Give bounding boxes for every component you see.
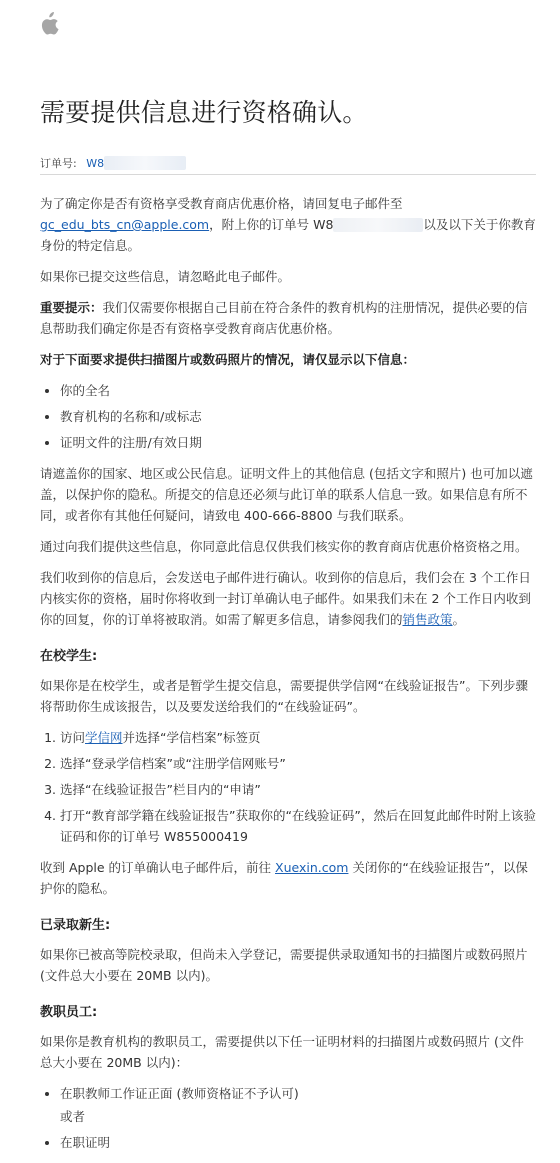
- page-title: 需要提供信息进行资格确认。: [40, 98, 368, 127]
- students-heading: 在校学生:: [40, 649, 98, 664]
- sales-policy-link[interactable]: 销售政策: [402, 612, 453, 627]
- admitted-heading: 已录取新生:: [40, 918, 111, 933]
- intro-paragraph: [40, 193, 536, 256]
- email-body: [40, 193, 536, 1163]
- order-number-link[interactable]: [86, 157, 186, 170]
- step1-post: 并选择“学信档案”标签页: [122, 730, 261, 745]
- staff-list: [40, 1083, 536, 1153]
- consent-paragraph: 通过向我们提供这些信息，你同意此信息仅供我们核实你的教育商店优惠价格资格之用。: [40, 539, 528, 554]
- important-note: [40, 297, 536, 339]
- redacted-order-number: [104, 156, 186, 170]
- admitted-text: 如果你已被高等院校录取，但尚未入学登记，需要提供录取通知书的扫描图片或数码照片 (文件总大小要在 20MB 以内)。: [40, 947, 528, 983]
- process-paragraph: [40, 567, 536, 630]
- intro-post-text: 以及以下关于你教育身份的特定信息。: [40, 217, 536, 253]
- important-label: 重要提示：: [40, 300, 103, 315]
- step-item: 2. 选择“登录学信档案”或“注册学信网账号”: [60, 753, 536, 774]
- privacy-paragraph: 请遮盖你的国家、地区或公民信息。证明文件上的其他信息 (包括文字和照片) 也可加以遮盖，以保护你的隐私。所提交的信息还必须与此订单的联系人信息一致。如果信息有所不同，或者你有其他任何疑问，请致电 400-666-8800 与我们联系。: [40, 466, 533, 523]
- order-number-row: [40, 155, 186, 171]
- intro-text: 为了确定你是否有资格享受教育商店优惠价格，请回复电子邮件至: [40, 196, 403, 211]
- support-email-link[interactable]: gc_edu_bts_cn@apple.com: [40, 217, 210, 232]
- list-item: • 在职证明: [60, 1132, 536, 1153]
- important-text: 我们仅需要你根据自己目前在符合条件的教育机构的注册情况，提供必要的信息帮助我们确定你是否有资格享受教育商店优惠价格。: [40, 300, 528, 336]
- step-item: [60, 727, 536, 748]
- process-end: 。: [452, 612, 466, 627]
- list-item: • 证明文件的注册/有效日期: [60, 432, 536, 453]
- scan-info-list: [40, 380, 536, 453]
- divider: [40, 174, 536, 175]
- xuexin-com-link[interactable]: Xuexin.com: [275, 860, 349, 875]
- students-intro: 如果你是在校学生，或者是暂学生提交信息，需要提供学信网“在线验证报告”。下列步骤将帮助你生成该报告，以及要发送给我们的“在线验证码”。: [40, 678, 528, 714]
- step1-pre: 访问: [60, 730, 86, 745]
- ignore-note: 如果你已提交这些信息，请忽略此电子邮件。: [40, 269, 291, 284]
- list-item: • 教育机构的名称和/或标志: [60, 406, 536, 427]
- order-number-value: W8: [86, 157, 105, 170]
- students-steps: [40, 727, 536, 847]
- after-pre: 收到 Apple 的订单确认电子邮件后，前往: [40, 860, 276, 875]
- staff-or: 或者: [60, 1109, 86, 1124]
- redacted-order-number-inline: [333, 218, 423, 232]
- after-post: 关闭你的“在线验证报告”，以保护你的隐私。: [40, 860, 528, 896]
- xuexin-link[interactable]: 学信网: [85, 730, 123, 745]
- scan-heading: 对于下面要求提供扫描图片或数码照片的情况，请仅显示以下信息：: [40, 352, 416, 367]
- process-text: 我们收到你的信息后，会发送电子邮件进行确认。收到你的信息后，我们会在 3 个工作日内核实你的资格，届时你将收到一封订单确认电子邮件。如果我们未在 2 个工作日内收到你的回复，你的订单将被取消。如需了解更多信息，请参阅我们的: [40, 570, 531, 627]
- staff-text: 如果你是教育机构的教职员工，需要提供以下任一证明材料的扫描图片或数码照片 (文件总大小要在 20MB 以内)：: [40, 1034, 524, 1070]
- staff-heading: 教职员工:: [40, 1005, 98, 1020]
- step-item: 4. 打开“教育部学籍在线验证报告”获取你的“在线验证码”，然后在回复此邮件时附上该验证码和你的订单号 W855000419: [60, 805, 536, 847]
- apple-logo-icon: [39, 12, 59, 36]
- list-item: [60, 1083, 536, 1127]
- staff-item1: 在职教师工作证正面 (教师资格证不予认可): [60, 1086, 299, 1101]
- students-after: [40, 857, 536, 899]
- list-item: • 你的全名: [60, 380, 536, 401]
- intro-order-text: ，附上你的订单号 W8: [209, 217, 334, 232]
- step-item: 3. 选择“在线验证报告”栏目内的“申请”: [60, 779, 536, 800]
- order-number-label: 订单号:: [40, 157, 77, 170]
